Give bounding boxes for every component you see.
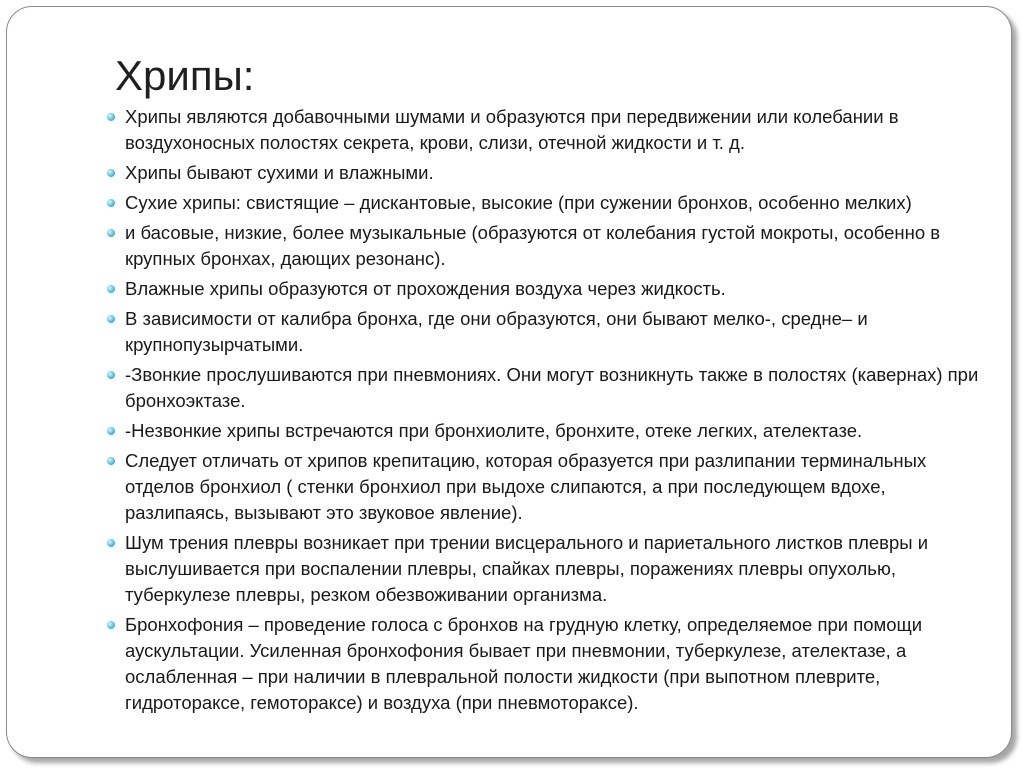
bullet-dot-icon bbox=[107, 457, 115, 465]
bullet-dot-icon bbox=[107, 229, 115, 237]
bullet-text: и басовые, низкие, более музыкальные (образуются от колебания густой мокроты, особенно в крупных бронхах, дающих резонанс). bbox=[125, 222, 941, 269]
bullet-text: -Звонкие прослушиваются при пневмониях. Они могут возникнуть также в полостях (кавернах) при бронхоэктазе. bbox=[125, 364, 979, 411]
bullet-item bbox=[105, 220, 985, 272]
bullet-text: Шум трения плевры возникает при трении висцерального и париетального листков плевры и выслушивается при воспалении плевры, спайках плевры, поражениях плевры опухолью, туберкулезе плевры, резком обезвоживании организма. bbox=[125, 532, 929, 605]
bullet-dot-icon bbox=[107, 199, 115, 207]
bullet-dot-icon bbox=[107, 539, 115, 547]
bullet-item bbox=[105, 104, 985, 156]
bullet-text: Сухие хрипы: свистящие – дискантовые, высокие (при сужении бронхов, особенно мелких) bbox=[125, 192, 912, 213]
bullet-item bbox=[105, 530, 985, 608]
bullet-dot-icon bbox=[107, 621, 115, 629]
bullet-item bbox=[105, 448, 985, 526]
bullet-dot-icon bbox=[107, 285, 115, 293]
bullet-dot-icon bbox=[107, 113, 115, 121]
bullet-item bbox=[105, 276, 985, 302]
bullet-text: В зависимости от калибра бронха, где они образуются, они бывают мелко-, средне– и крупнопузырчатыми. bbox=[125, 308, 868, 355]
bullet-item bbox=[105, 160, 985, 186]
bullet-item bbox=[105, 362, 985, 414]
bullet-dot-icon bbox=[107, 371, 115, 379]
bullet-dot-icon bbox=[107, 169, 115, 177]
slide-frame bbox=[6, 6, 1012, 758]
bullet-text: Хрипы бывают сухими и влажными. bbox=[125, 162, 434, 183]
slide-title: Хрипы: bbox=[115, 52, 255, 99]
bullet-text: -Незвонкие хрипы встречаются при бронхиолите, бронхите, отеке легких, ателектазе. bbox=[125, 420, 863, 441]
bullet-item bbox=[105, 306, 985, 358]
bullet-item bbox=[105, 612, 985, 716]
bullet-text: Следует отличать от хрипов крепитацию, которая образуется при разлипании терминальных отделов бронхиол ( стенки бронхиол при выдохе слипаются, а при последующем вдохе, разлипаясь, вызывают это звуковое явление). bbox=[125, 450, 927, 523]
bullet-dot-icon bbox=[107, 427, 115, 435]
bullet-item bbox=[105, 418, 985, 444]
bullet-text: Бронхофония – проведение голоса с бронхов на грудную клетку, определяемое при помощи аускультации. Усиленная бронхофония бывает при пневмонии, туберкулезе, ателектазе, а ослабленная – при наличии в плевральной полости жидкости (при выпотном плеврите, гидротораксе, гемотораксе) и воздуха (при пневмотораксе). bbox=[125, 614, 923, 713]
bullet-text: Влажные хрипы образуются от прохождения воздуха через жидкость. bbox=[125, 278, 726, 299]
bullet-text: Хрипы являются добавочными шумами и образуются при передвижении или колебании в воздухоносных полостях секрета, крови, слизи, отечной жидкости и т. д. bbox=[125, 106, 899, 153]
bullet-item bbox=[105, 190, 985, 216]
bullet-list bbox=[105, 104, 985, 720]
bullet-dot-icon bbox=[107, 315, 115, 323]
